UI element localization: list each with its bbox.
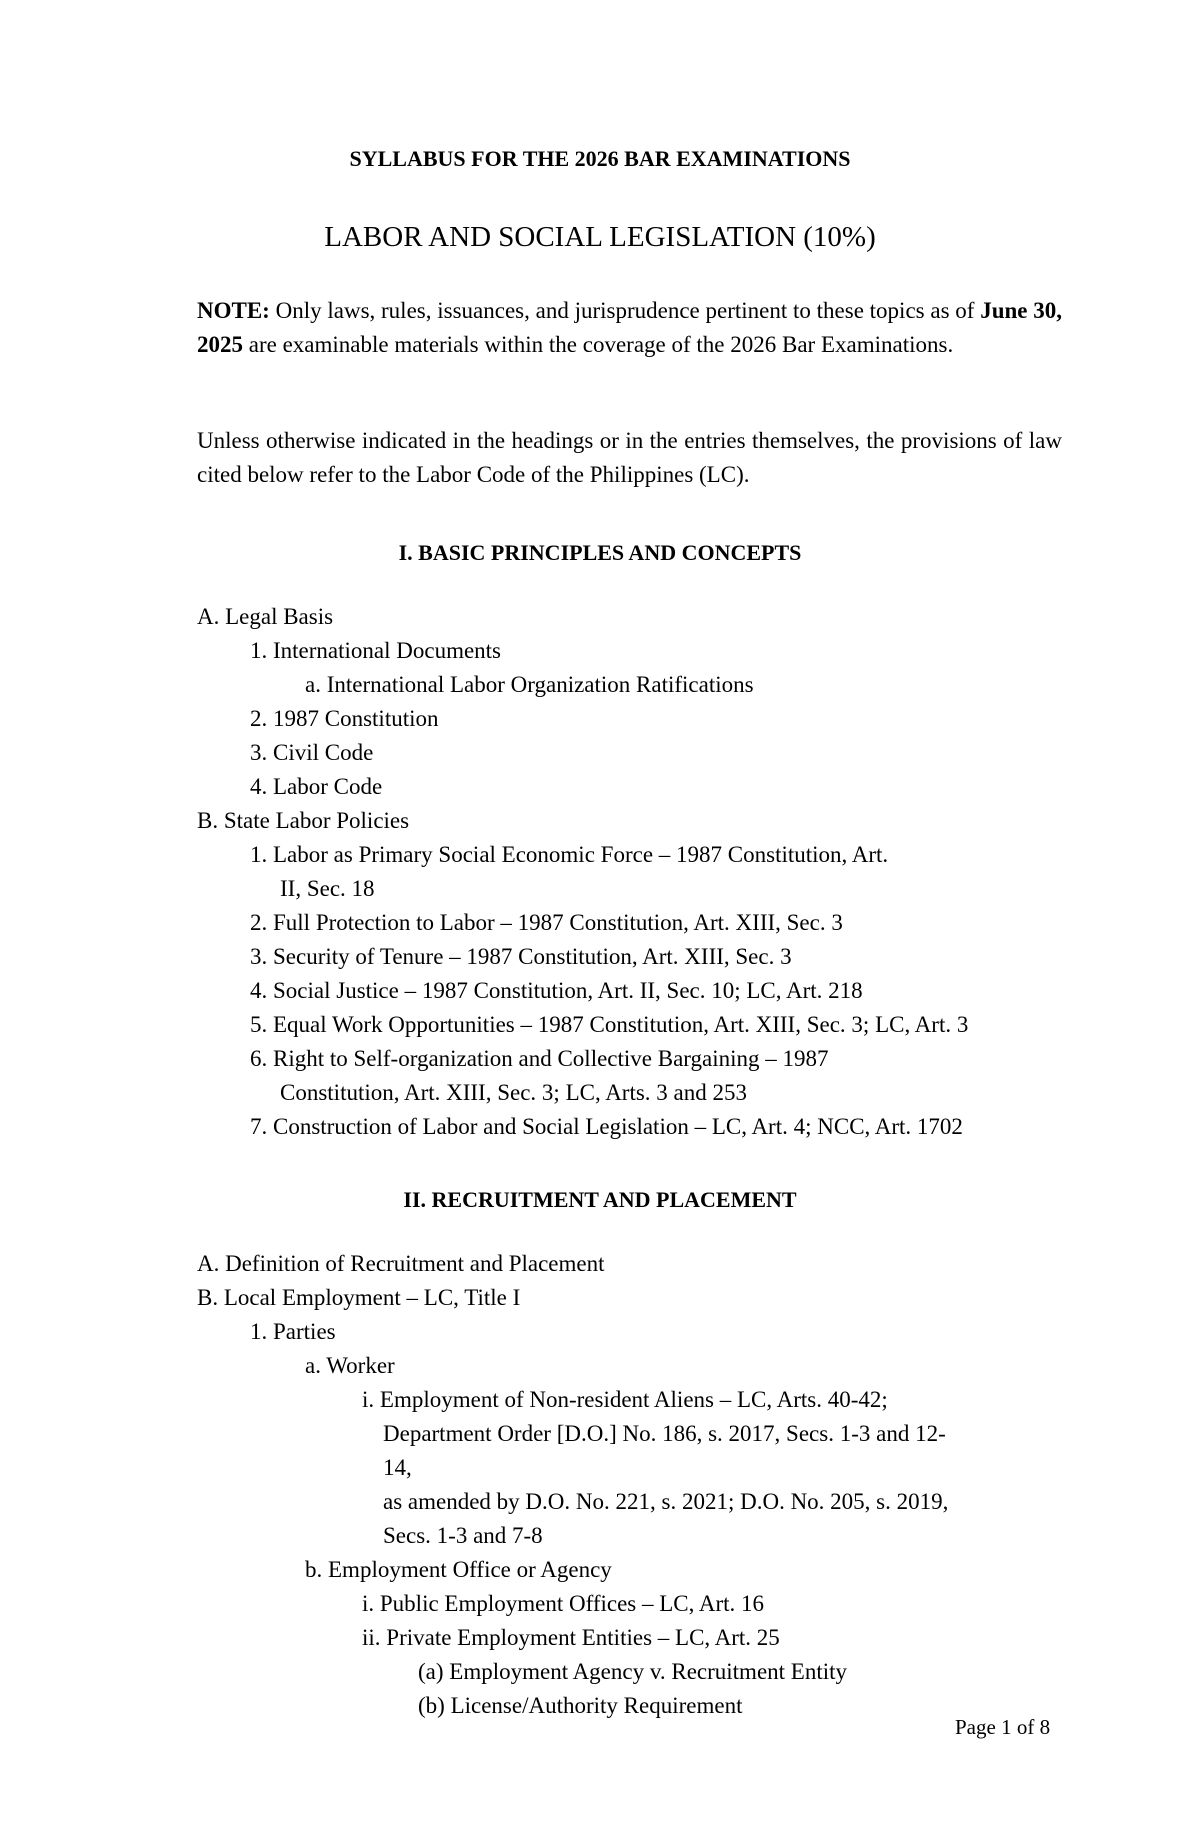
outline-item-self-organization-cont: Constitution, Art. XIII, Sec. 3; LC, Arts. 3 and 253 (280, 1080, 748, 1105)
outline-item-legal-basis: A. Legal Basis (197, 604, 334, 629)
outline-item-equal-work: 5. Equal Work Opportunities – 1987 Constitution, Art. XIII, Sec. 3; LC, Art. 3 (250, 1012, 969, 1037)
section-heading-basic-principles: I. BASIC PRINCIPLES AND CONCEPTS (398, 540, 802, 565)
outline-item-license-requirement: (b) License/Authority Requirement (418, 1693, 743, 1718)
outline-item-non-resident-aliens-cont-2: 14, (383, 1455, 412, 1480)
outline-item-public-employment: i. Public Employment Offices – LC, Art. 16 (362, 1591, 765, 1616)
outline-item-international-documents: 1. International Documents (250, 638, 502, 663)
page-number: Page 1 of 8 (955, 1715, 1051, 1739)
note-text-after: are examinable materials within the coverage of the 2026 Bar Examinations. (243, 332, 954, 357)
note-date: June 30, 2025 (197, 298, 1062, 357)
outline-item-non-resident-aliens-cont-3: as amended by D.O. No. 221, s. 2021; D.O. No. 205, s. 2019, (383, 1489, 949, 1514)
outline-item-worker: a. Worker (305, 1353, 395, 1378)
outline-item-ilo-ratifications: a. International Labor Organization Ratifications (305, 672, 754, 697)
outline-item-definition: A. Definition of Recruitment and Placement (197, 1251, 605, 1276)
note-paragraph (197, 294, 1062, 362)
section-heading-recruitment: II. RECRUITMENT AND PLACEMENT (403, 1187, 797, 1212)
outline-item-state-labor-policies: B. State Labor Policies (197, 808, 410, 833)
outline-item-labor-primary-force-cont: II, Sec. 18 (280, 876, 375, 901)
outline-item-labor-code: 4. Labor Code (250, 774, 383, 799)
outline-item-security-of-tenure: 3. Security of Tenure – 1987 Constitution, Art. XIII, Sec. 3 (250, 944, 792, 969)
outline-item-agency-vs-entity: (a) Employment Agency v. Recruitment Entity (418, 1659, 848, 1684)
outline-item-parties: 1. Parties (250, 1319, 336, 1344)
outline-item-labor-primary-force: 1. Labor as Primary Social Economic Force – 1987 Constitution, Art. (250, 842, 889, 867)
note-text-before: Only laws, rules, issuances, and jurisprudence pertinent to these topics as of (269, 298, 981, 323)
outline-basic-principles (0, 600, 1200, 1144)
outline-recruitment (0, 1247, 1200, 1723)
outline-item-social-justice: 4. Social Justice – 1987 Constitution, Art. II, Sec. 10; LC, Art. 218 (250, 978, 863, 1003)
outline-item-non-resident-aliens-cont-1: Department Order [D.O.] No. 186, s. 2017, Secs. 1-3 and 12- (383, 1421, 946, 1446)
outline-item-construction: 7. Construction of Labor and Social Legislation – LC, Art. 4; NCC, Art. 1702 (250, 1114, 963, 1139)
outline-item-civil-code: 3. Civil Code (250, 740, 374, 765)
intro-paragraph: Unless otherwise indicated in the headings or in the entries themselves, the provisions of law cited below refer to the Labor Code of the Philippines (LC). (197, 428, 1062, 487)
outline-item-employment-office: b. Employment Office or Agency (305, 1557, 612, 1582)
outline-item-full-protection: 2. Full Protection to Labor – 1987 Constitution, Art. XIII, Sec. 3 (250, 910, 843, 935)
outline-item-non-resident-aliens-cont-4: Secs. 1-3 and 7-8 (383, 1523, 543, 1548)
outline-item-1987-constitution: 2. 1987 Constitution (250, 706, 439, 731)
subject-title: LABOR AND SOCIAL LEGISLATION (10%) (324, 221, 876, 253)
outline-item-self-organization: 6. Right to Self-organization and Collective Bargaining – 1987 (250, 1046, 829, 1071)
note-label: NOTE: (197, 298, 270, 323)
outline-item-private-employment: ii. Private Employment Entities – LC, Art. 25 (362, 1625, 780, 1650)
outline-item-local-employment: B. Local Employment – LC, Title I (197, 1285, 521, 1310)
outline-item-non-resident-aliens: i. Employment of Non-resident Aliens – LC, Arts. 40-42; (362, 1387, 888, 1412)
document-title: SYLLABUS FOR THE 2026 BAR EXAMINATIONS (349, 146, 851, 171)
